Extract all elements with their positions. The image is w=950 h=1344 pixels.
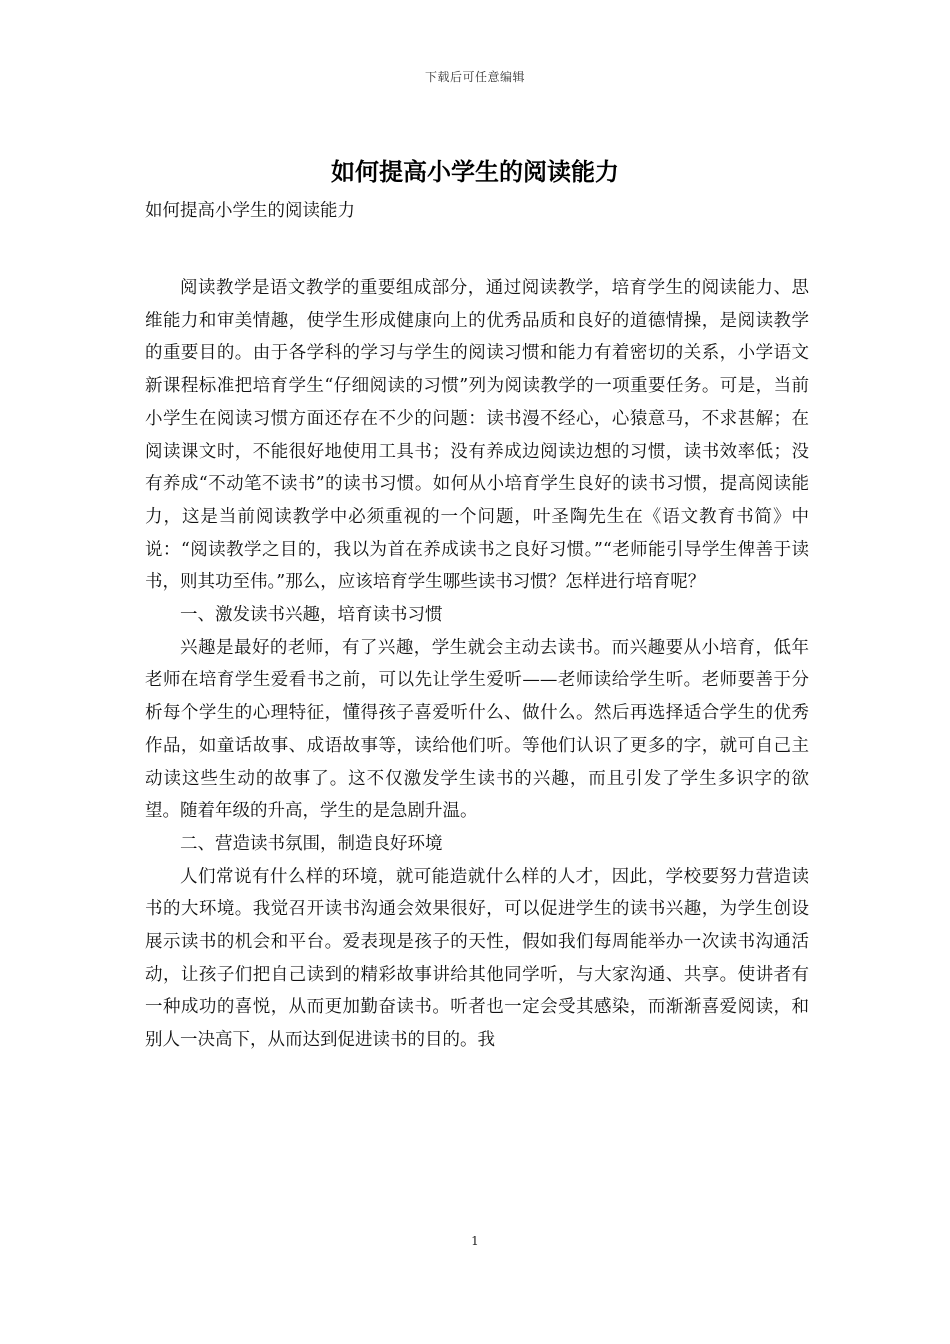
page-number: 1	[471, 1234, 479, 1248]
section-heading-2: 二、营造读书氛围，制造良好环境	[180, 833, 443, 854]
paragraph-section-1: 兴趣是最好的老师，有了兴趣，学生就会主动去读书。而兴趣要从小培育，低年老师在培育学生爱看书之前，可以先让学生爱听——老师读给学生听。老师要善于分析每个学生的心理特征，懂得孩子喜爱听什么、做什么。然后再选择适合学生的优秀作品，如童话故事、成语故事等，读给他们听。等他们认识了更多的字，就可自己主动读这些生动的故事了。这不仅激发学生读书的兴趣，而且引发了学生多识字的欲望。随着年级的升高，学生的是急剧升温。	[145, 637, 809, 822]
header-note: 下载后可任意编辑	[424, 70, 525, 84]
document-title: 如何提高小学生的阅读能力	[331, 157, 619, 186]
document-body	[145, 272, 809, 1057]
paragraph-intro: 阅读教学是语文教学的重要组成部分，通过阅读教学，培育学生的阅读能力、思维能力和审美情趣，使学生形成健康向上的优秀品质和良好的道德情操，是阅读教学的重要目的。由于各学科的学习与学生的阅读习惯和能力有着密切的关系，小学语文新课程标准把培育学生“仔细阅读的习惯”列为阅读教学的一项重要任务。可是，当前小学生在阅读习惯方面还存在不少的问题：读书漫不经心，心猿意马，不求甚解；在阅读课文时，不能很好地使用工具书；没有养成边阅读边想的习惯，读书效率低；没有养成“不动笔不读书”的读书习惯。如何从小培育学生良好的读书习惯，提高阅读能力，这是当前阅读教学中必须重视的一个问题，叶圣陶先生在《语文教育书简》中说：“阅读教学之目的，我以为首在养成读书之良好习惯。”“老师能引导学生俾善于读书，则其功至伟。”那么，应该培育学生哪些读书习惯？怎样进行培育呢？	[145, 278, 809, 593]
document-subtitle: 如何提高小学生的阅读能力	[145, 201, 355, 221]
section-heading-1: 一、激发读书兴趣，培育读书习惯	[180, 605, 443, 626]
paragraph-section-2: 人们常说有什么样的环境，就可能造就什么样的人才，因此，学校要努力营造读书的大环境。我觉召开读书沟通会效果很好，可以促进学生的读书兴趣，为学生创设展示读书的机会和平台。爱表现是孩子的天性，假如我们每周能举办一次读书沟通活动，让孩子们把自己读到的精彩故事讲给其他同学听，与大家沟通、共享。使讲者有一种成功的喜悦，从而更加勤奋读书。听者也一定会受其感染，而渐渐喜爱阅读，和别人一决高下，从而达到促进读书的目的。我	[145, 866, 809, 1051]
